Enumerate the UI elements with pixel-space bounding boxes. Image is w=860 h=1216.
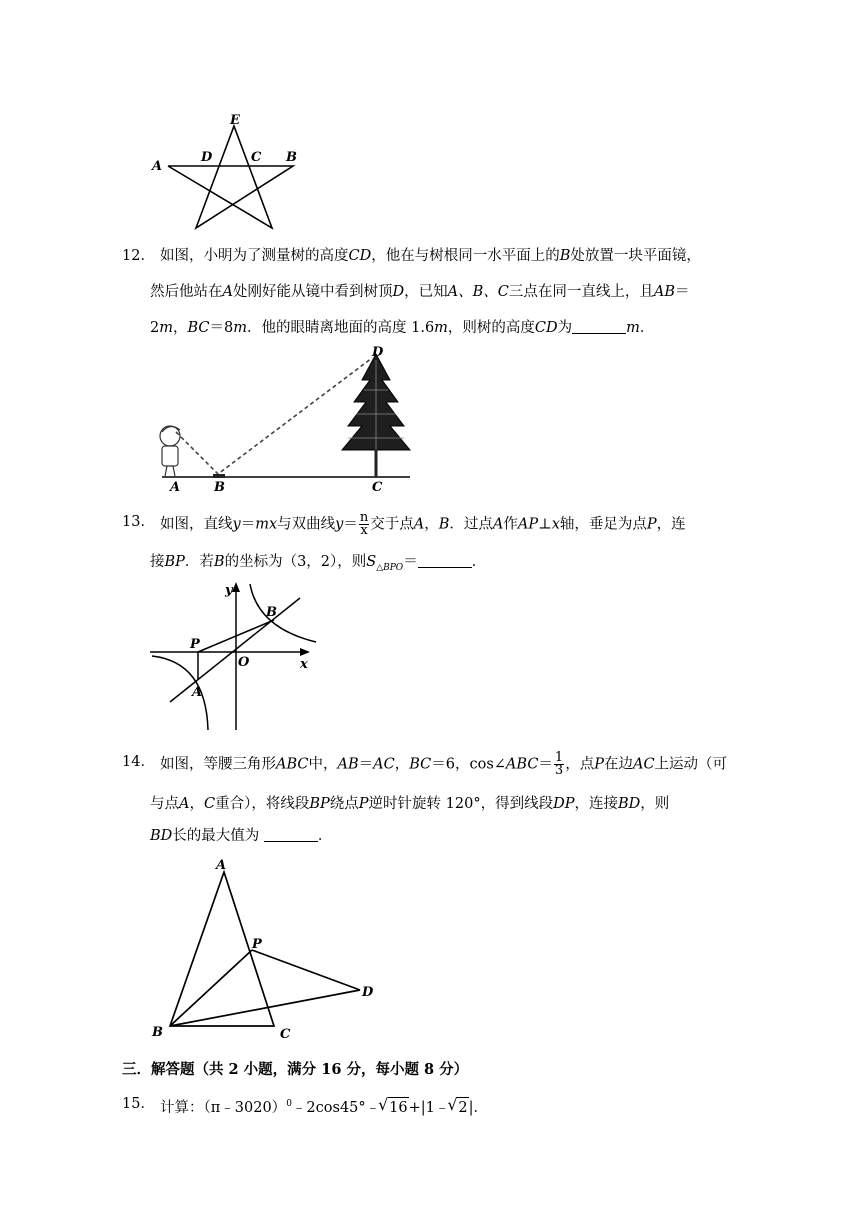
q14-line2: 与点A，C重合），将线段BP绕点P逆时针旋转 120°，得到线段DP，连接BD，则 (150, 796, 670, 812)
light-path (176, 358, 372, 474)
label-B: B (214, 480, 225, 495)
fraction-one-third: $\frac{1}{3}$ (554, 750, 564, 778)
fraction-n-over-x: $\frac{n}{x}$ (359, 510, 369, 538)
label-C: C (280, 1027, 291, 1042)
segment-BP (170, 950, 252, 1026)
q15-line1: 计算：（π﹣3020）$^0$﹣2cos45°﹣√ 16+|1﹣√ 2|． (160, 1094, 488, 1118)
label-D: D (362, 985, 374, 1000)
q14-line3: BD长的最大值为 ． (150, 828, 333, 844)
hyperbola-branch-1 (250, 584, 316, 642)
label-B: B (152, 1025, 163, 1040)
label-D: D (201, 150, 213, 165)
question-13-number: 13． (122, 514, 155, 530)
mirror (213, 474, 225, 478)
label-B: B (286, 150, 297, 165)
q13-line2: 接BP．若B的坐标为（3，2），则$S_{\triangle BPO}=$ ． (150, 554, 487, 573)
q12-line2: 然后他站在A处刚好能从镜中看到树顶D，已知A、B、C三点在同一直线上，且AB＝ (150, 284, 690, 300)
answer-blank-12[interactable] (572, 319, 626, 334)
segment-PD (252, 950, 360, 990)
hyperbola-figure (148, 580, 320, 732)
label-A: A (152, 159, 163, 174)
label-O: O (238, 655, 250, 670)
tree-mirror-figure (140, 340, 430, 495)
q12-line3: 2m，BC＝8m．他的眼睛离地面的高度 1.6m，则树的高度CD为 m． (150, 320, 655, 336)
sqrt-16: √ 16 (388, 1097, 408, 1118)
label-P: P (190, 637, 200, 652)
triangle-figure (148, 856, 388, 1046)
label-A: A (192, 685, 203, 700)
star-figure (148, 110, 308, 235)
section-3-heading: 三．解答题（共 2 小题，满分 16 分，每小题 8 分） (122, 1061, 469, 1078)
label-E: E (230, 113, 240, 128)
star-outline (168, 126, 293, 228)
label-y: y (225, 583, 233, 598)
label-C: C (251, 150, 262, 165)
question-12-number: 12． (122, 248, 155, 264)
label-C: C (372, 480, 383, 495)
sqrt-2: √ 2 (457, 1097, 468, 1118)
q13-line1: 如图，直线y＝mx与双曲线y＝ $\frac{n}{x}$ 交于点A，B．过点A作AP⊥x轴，垂足为点P，连 (160, 510, 686, 538)
question-14-number: 14． (122, 754, 155, 770)
label-x: x (300, 657, 308, 672)
label-P: P (252, 937, 262, 952)
q12-line1: 如图，小明为了测量树的高度CD，他在与树根同一水平面上的B处放置一块平面镜， (160, 248, 701, 264)
question-15-number: 15． (122, 1096, 155, 1112)
label-B: B (266, 605, 277, 620)
answer-blank-13[interactable] (418, 553, 472, 568)
label-A: A (216, 858, 227, 873)
q14-line1: 如图，等腰三角形ABC中，AB＝AC，BC＝6，cos∠ABC＝ $\frac{1}{3}$ ，点P在边AC上运动（可 (160, 750, 728, 778)
answer-blank-14[interactable] (264, 827, 318, 842)
label-A: A (170, 480, 181, 495)
label-D: D (372, 345, 384, 360)
segment-BD (170, 990, 360, 1026)
